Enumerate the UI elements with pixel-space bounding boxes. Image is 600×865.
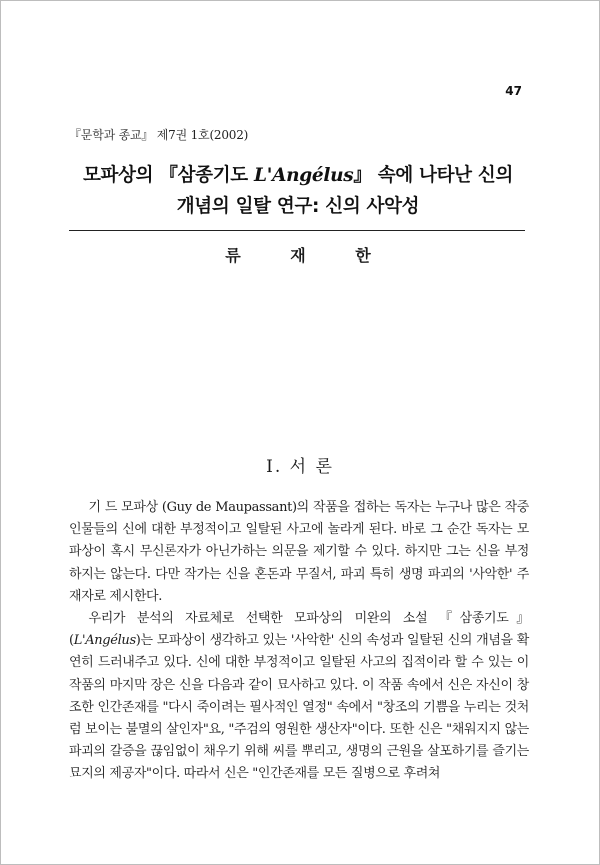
title-divider [69,230,525,231]
title-italic-work: L'Angélus [254,165,354,186]
journal-reference: 『문학과 종교』 제7권 1호(2002) [69,128,249,142]
article-title [69,160,527,222]
title-line-2: 개념의 일탈 연구: 신의 사악성 [176,196,420,217]
title-prefix: 모파상의 『삼종기도 [82,165,255,186]
page-number: 47 [505,84,522,98]
author-name: 류 재 한 [225,246,375,265]
paragraph-2-suffix: )는 모파상이 생각하고 있는 '사악한' 신의 속성과 일탈된 신의 개념을 확연히 드러내주고 있다. 신에 대한 부정적이고 일탈된 사고의 집적이라 할 수 있는 이 작품의 마지막 장은 신을 다음과 같이 묘사하고 있다. 이 작품 속에서 신은 자신이 창조한 인간존재를 "다시 죽이려는 필사적인 열정" 속에서 "창조의 기쁨을 누리는 것처럼 보이는 불멸의 살인자"요, "주검의 영원한 생산자"이다. 또한 신은 "채워지지 않는 파괴의 갈증을 끊임없이 채우기 위해 씨를 뿌리고, 생명의 근원을 살포하기를 즐기는 묘지의 제공자"이다. 따라서 신은 "인간존재를 모든 질병으로 후려쳐 [69,633,529,782]
paragraph-2 [69,608,529,786]
title-suffix: 』 속에 나타난 신의 [353,165,514,186]
section-heading: I. 서 론 [266,457,334,477]
body-text [69,497,529,786]
paragraph-2-prefix: 우리가 분석의 자료체로 선택한 모파상의 미완의 소설 『삼종기도』( [69,611,529,649]
paragraph-1: 기 드 모파상 (Guy de Maupassant)의 작품을 접하는 독자는 누구나 많은 작중 인물들의 신에 대한 부정적이고 일탈된 사고에 놀라게 된다. 바로 그 순간 독자는 모파상이 혹시 무신론자가 아닌가하는 의문을 제기할 수 있다. 하지만 그는 신을 부정하지는 않는다. 다만 작가는 신을 혼돈과 무질서, 파괴 특히 생명 파괴의 '사악한' 주재자로 제시한다. [69,500,529,604]
title-line-1 [69,160,527,191]
paragraph-2-italic: L'Angélus [73,633,136,649]
